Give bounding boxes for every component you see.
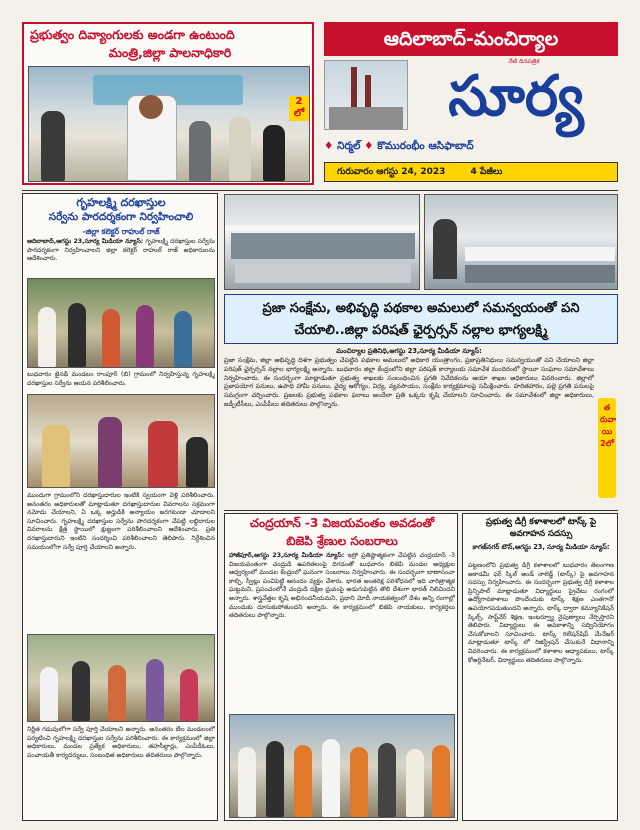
factory-illustration <box>324 60 408 130</box>
speaker-head <box>139 95 163 119</box>
district-1: నిర్మల్ <box>337 140 361 152</box>
story-main <box>224 347 594 509</box>
chandrayaan-headline-2: బిజెపి శ్రేణుల సంబరాలు <box>286 534 398 548</box>
masthead-logo: సూర్య <box>448 63 584 129</box>
story-left-photo-3 <box>27 634 215 722</box>
divider <box>22 190 618 191</box>
story-left-para-2: బుధవారం జైనథ్ మండలం రాంపూర్ (బి) గ్రామంలో నిర్వహిస్తున్న గృహలక్ష్మి దరఖాస్తుల సర్వేను ఆయన పరిశీలించారు. <box>27 371 215 387</box>
main-headline: ప్రజా సంక్షేమ, అభివృద్ధి పథకాల అమలులో సమన్వయంతో పని చేయాలి..జిల్లా పరిషత్ ఛైర్పర్సన్ నల్లాల భాగ్యలక్ష్మి <box>224 294 618 344</box>
story-left-title-1: గృహలక్ష్మి దరఖాస్తుల <box>76 196 166 209</box>
chandrayaan-text <box>229 552 455 710</box>
district-line: ♦ నిర్మల్ ♦ కొమురంభీం ఆసిఫాబాద్ <box>324 140 474 152</box>
story-left-intro <box>27 238 215 276</box>
story-left-photo-1 <box>27 278 215 368</box>
story-chandrayaan <box>224 513 458 821</box>
date-line: గురువారం ఆగస్టు 24, 2023 <box>337 167 446 177</box>
page-count: 4 పేజీలు <box>470 167 503 177</box>
story-right <box>462 513 618 821</box>
chandrayaan-photo <box>229 714 455 818</box>
promo-headline-2: మంత్రి,జిల్లా పాలనాధికారి <box>108 45 232 60</box>
promo-photo <box>28 66 310 182</box>
divider <box>224 510 618 511</box>
masthead <box>324 22 618 185</box>
story-right-title-1: ప్రభుత్వ డిగ్రీ కళాశాలలో టాస్క్ పై <box>485 517 597 527</box>
story-main-body: ప్రజా సంక్షేమ, జిల్లా అభివృద్ధి దిశగా ప్రభుత్వం చేపట్టిన పథకాల అమలులో అధికార యంత్రాంగం, ప్రజాప్రతినిధులు సమన్వయంతో పని చేయాలని జిల్లా పరిషత్ ఛైర్పర్సన్ నల్లాల భాగ్యలక్ష్మి అన్నారు. బుధవారం జిల్లా కేంద్రంలోని జిల్లా పరిషత్ కార్యాలయ సమావేశ మందిరంలో స్థాయీ సంఘాల సమావేశాలు నిర్వహించారు. ఈ సందర్భంగా మాట్లాడుతూ ప్రభుత్వ శాఖలకు సంబంధించిన ప్రగతి నివేదికలను ఆయా శాఖల అధికారులు వివరించారు. జిల్లాలో ప్రజాపయోగ పనులు, ఉపాధి హామీ పనులు, వైద్య ఆరోగ్యం, విద్య, వ్యవసాయం, సంక్షేమ కార్యక్రమాలపై సమీక్షించారు. హరితహారం, పల్లె ప్రగతి పనులపై సమగ్రంగా చర్చించారు. ప్రజలకు ప్రభుత్వ పథకాల ఫలాలు అందేలా ప్రతి ఒక్కరు కృషి చేయాలని సూచించారు. ఈ సమావేశంలో జిల్లా అధికారులు, జడ్పీటీసీలు, ఎంపీపీలు తదితరులు పాల్గొన్నారు. <box>224 357 594 408</box>
main-photo-2 <box>424 194 618 290</box>
logo-tagline: నేటి దినపత్రిక <box>508 58 540 65</box>
promo-page-ref: 2 లో <box>289 96 309 121</box>
story-right-dateline: కాగజ్‌నగర్ టౌన్,ఆగస్టు 23, సూర్య మీడియా న్యూస్: <box>472 543 610 551</box>
story-right-title-2: అవగాహన సదస్సు <box>509 529 573 539</box>
district-2: కొమురంభీం ఆసిఫాబాద్ <box>377 140 474 152</box>
story-left-title-2: సర్వేను పారదర్శకంగా నిర్వహించాలి <box>48 211 194 223</box>
chandrayaan-headline-1: చంద్రయాన్ -3 విజయవంతం అవడంతో <box>249 516 435 530</box>
chandrayaan-dateline: హాజీపూర్,ఆగస్టు 23,సూర్య మీడియా న్యూస్: <box>229 552 345 559</box>
story-left-photo-2 <box>27 394 215 488</box>
story-main-dateline: మంచిర్యాల ప్రతినిధి,ఆగస్టు 23,సూర్య మీడియా న్యూస్: <box>336 347 482 355</box>
story-left-para-1: గృహలక్ష్మి దరఖాస్తుల సర్వేను పారదర్శకంగా నిర్వహించాలని జిల్లా కలెక్టర్ రాహుల్ రాజ్ అధికారులను ఆదేశించారు. <box>27 238 215 263</box>
chandrayaan-body: ఇస్రో ప్రతిష్టాత్మకంగా చేపట్టిన చంద్రయాన్ -3 విజయవంతంగా చంద్రుడి ఉపరితలంపై దిగడంతో బుధవారం బిజెపి మండల అధ్యక్షుల ఆధ్వర్యంలో మండల కేంద్రంలో ఘనంగా సంబరాలు నిర్వహించారు. ఈ సందర్భంగా బాణాసంచా కాల్చి, స్వీట్లు పంచిపెట్టి ఆనందం వ్యక్తం చేశారు. భారత అంతరిక్ష పరిశోధనలో ఇది చారిత్రాత్మక ఘట్టమని, ప్రపంచంలోనే చంద్రుడి దక్షిణ ధ్రువంపై అడుగుపెట్టిన తొలి దేశంగా భారత్ నిలిచిందని అన్నారు. శాస్త్రవేత్తల కృషి అభినందనీయమని, ప్రధాని మోదీ నాయకత్వంలో దేశం అన్ని రంగాల్లో ముందుకు దూసుకుపోతుందని అన్నారు. ఈ కార్యక్రమంలో బిజెపి నాయకులు, కార్యకర్తలు తదితరులు పాల్గొన్నారు. <box>229 552 455 620</box>
story-left-byline: -జిల్లా కలెక్టర్ రాహుల్ రాజ్ <box>82 227 160 236</box>
story-left <box>22 193 218 821</box>
masthead-banner: ఆదిలాబాద్-మంచిర్యాల <box>324 22 618 56</box>
story-left-para-4: నిర్ణీత గడువులోగా సర్వే పూర్తి చేయాలని అన్నారు. అనంతరం బేల మండలంలో పర్యటించి గృహలక్ష్మి దరఖాస్తుల సర్వేను పరిశీలించారు. ఈ కార్యక్రమంలో జిల్లా అధికారులు, మండల ప్రత్యేక అధికారులు, తహసీల్దార్లు, ఎంపీడీఓలు, పంచాయతీ కార్యదర్శులు, సంబంధిత అధికారులు తదితరులు పాల్గొన్నారు. <box>27 726 215 759</box>
promo-headline-1: ప్రభుత్వం దివ్యాంగులకు అండగా ఉంటుంది <box>30 27 235 42</box>
continued-tag <box>598 398 616 498</box>
date-bar <box>324 162 618 182</box>
story-right-body: పట్టణంలోని ప్రభుత్వ డిగ్రీ కళాశాలలో బుధవారం తెలంగాణ అకాడమీ ఫర్ స్కిల్ అండ్ నాలెడ్జ్ (టాస్క్) పై అవగాహన సదస్సు నిర్వహించారు. ఈ సందర్భంగా ప్రభుత్వ డిగ్రీ కళాశాల ప్రిన్సిపాల్ మాట్లాడుతూ విద్యార్థులు ప్రైవేటు రంగంలో ఉద్యోగావకాశాలు పొందేందుకు టాస్క్ శిక్షణ ఎంతగానో ఉపయోగపడుతుందని అన్నారు. టాస్క్ ద్వారా కమ్యూనికేషన్ స్కిల్స్, సాఫ్ట్‌వేర్ శిక్షణ, ఇంటర్వ్యూ నైపుణ్యాలు నేర్పిస్తారని తెలిపారు. విద్యార్థులు ఈ అవకాశాన్ని సద్వినియోగం చేసుకోవాలని సూచించారు. టాస్క్ రిలేషన్‌షిప్ మేనేజర్ మాట్లాడుతూ టాస్క్ లో రిజిస్ట్రేషన్ చేసుకునే విధానాన్ని వివరించారు. ఈ కార్యక్రమంలో కళాశాల అధ్యాపకులు, టాస్క్ కోఆర్డినేటర్, విద్యార్థులు తదితరులు పాల్గొన్నారు. <box>468 562 614 664</box>
main-photo-1 <box>224 194 420 290</box>
promo-box <box>22 22 314 185</box>
story-left-dateline: ఆదిలాబాద్,ఆగస్టు 23,సూర్య మీడియా న్యూస్: <box>27 238 144 245</box>
story-left-para-3: ముందుగా గ్రామంలోని దరఖాస్తుదారుల ఇంటికి స్వయంగా వెళ్లి పరిశీలించారు. అనంతరం అధికారులతో మాట్లాడుతూ దరఖాస్తుదారుల వివరాలను సక్రమంగా నమోదు చేయాలని, ఏ ఒక్క అర్హుడికి అన్యాయం జరగకుండా చూడాలని సూచించారు. గృహలక్ష్మి దరఖాస్తుల సర్వేను పారదర్శకంగా చేపట్టి లబ్ధిదారుల వివరాలను క్షేత్ర స్థాయిలో క్షుణ్ణంగా పరిశీలించాలని ఆదేశించారు. ప్రతి దరఖాస్తుదారుని ఇంటిని సందర్శించి పరిశీలించాలని తెలిపారు. నిర్దేశించిన సమయంలోగా సర్వే పూర్తి చేయాలని అన్నారు. <box>27 492 215 551</box>
continued-tag-text: తరువాయి 2లో <box>600 403 616 448</box>
